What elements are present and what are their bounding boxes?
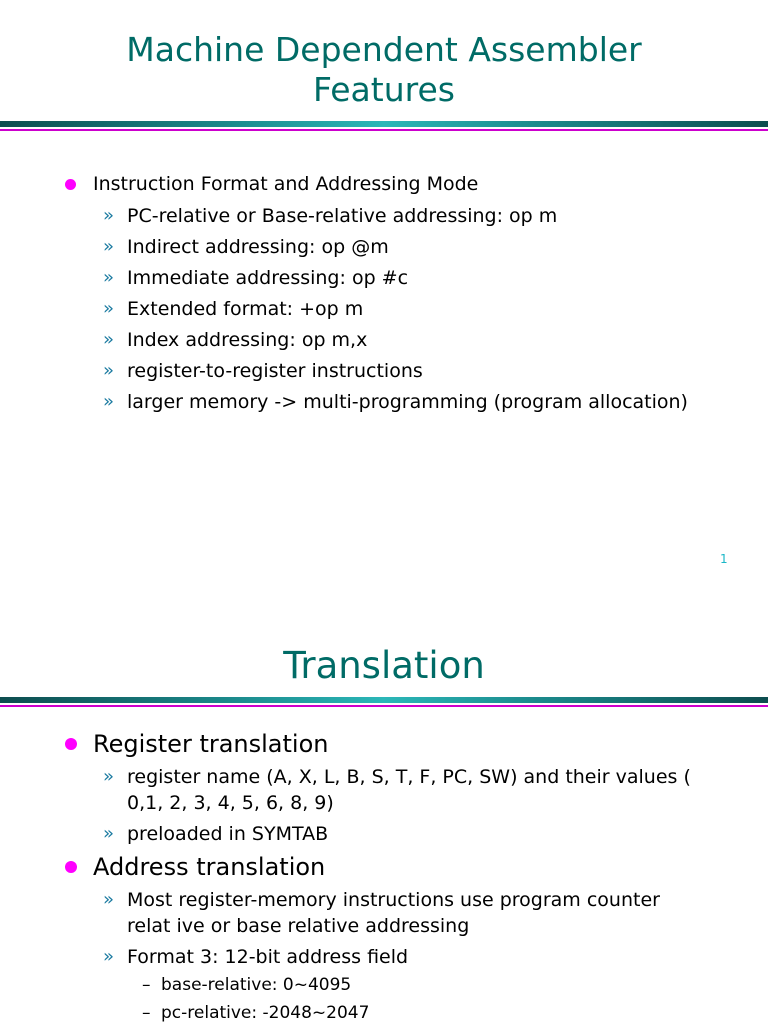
slide-1-title-line-1: Machine Dependent Assembler: [126, 30, 642, 69]
bullet-label: Address translation: [93, 853, 326, 881]
sub-list-item: [0, 887, 768, 939]
chevron-bullet-icon: »: [103, 360, 115, 381]
sub-list-item: [0, 944, 768, 970]
sub-list-item: [0, 389, 768, 415]
sub-list-item: [0, 327, 768, 353]
chevron-bullet-icon: »: [103, 889, 115, 910]
bullet-dot-icon: [65, 861, 77, 873]
chevron-bullet-icon: »: [103, 391, 115, 412]
sub-sub-list-item: [0, 1000, 768, 1026]
sub-item-label: Most register-memory instructions use program counter relat ive or base relative addressing: [127, 889, 660, 937]
sub-list-item: [0, 764, 768, 816]
bullet-label: Register translation: [93, 730, 329, 758]
sub-item-label: preloaded in SYMTAB: [127, 823, 329, 845]
chevron-bullet-icon: »: [103, 329, 115, 350]
chevron-bullet-icon: »: [103, 267, 115, 288]
chevron-bullet-icon: »: [103, 766, 115, 787]
bullet-dot-icon: [65, 738, 77, 750]
slide-1-bullet-list: [0, 170, 768, 415]
sub-list-item: [0, 358, 768, 384]
sub-list-item: [0, 296, 768, 322]
slide-2-bullet-list: [0, 728, 768, 1026]
slide-1-title-line-2: Features: [313, 70, 455, 109]
sub-list-item: [0, 203, 768, 229]
sub-item-label: Immediate addressing: op #c: [127, 267, 409, 289]
slide-1-title: [0, 30, 768, 110]
sub-item-label: Index addressing: op m,x: [127, 329, 368, 351]
sub-sub-item-label: pc-relative: -2048~2047: [161, 1003, 370, 1023]
slide-1-title-divider: [0, 121, 768, 131]
sub-sub-list-item: [0, 972, 768, 998]
sub-list-item: [0, 234, 768, 260]
sub-item-label: Extended format: +op m: [127, 298, 364, 320]
sub-item-label: Indirect addressing: op @m: [127, 236, 389, 258]
chevron-bullet-icon: »: [103, 236, 115, 257]
dash-bullet-icon: –: [142, 1003, 151, 1023]
page-number: 1: [720, 552, 728, 566]
sub-item-label: Format 3: 12-bit address field: [127, 946, 409, 968]
slide-2-title-divider: [0, 697, 768, 707]
chevron-bullet-icon: »: [103, 946, 115, 967]
dash-bullet-icon: –: [142, 975, 151, 995]
sub-item-label: larger memory -> multi-programming (program allocation): [127, 391, 688, 413]
chevron-bullet-icon: »: [103, 205, 115, 226]
sub-list-item: [0, 265, 768, 291]
sub-list-item: [0, 821, 768, 847]
bullet-dot-icon: [65, 179, 76, 190]
sub-item-label: PC-relative or Base-relative addressing: op m: [127, 205, 558, 227]
sub-item-label: register name (A, X, L, B, S, T, F, PC, SW) and their values ( 0,1, 2, 3, 4, 5, 6, 8, 9): [127, 766, 691, 814]
sub-item-label: register-to-register instructions: [127, 360, 423, 382]
bullet-label: Instruction Format and Addressing Mode: [93, 173, 479, 195]
sub-sub-item-label: base-relative: 0~4095: [161, 975, 352, 995]
list-item: [0, 170, 768, 198]
slide-2-title: Translation: [283, 644, 485, 687]
chevron-bullet-icon: »: [103, 823, 115, 844]
list-item: [0, 728, 768, 760]
list-item: [0, 851, 768, 883]
chevron-bullet-icon: »: [103, 298, 115, 319]
